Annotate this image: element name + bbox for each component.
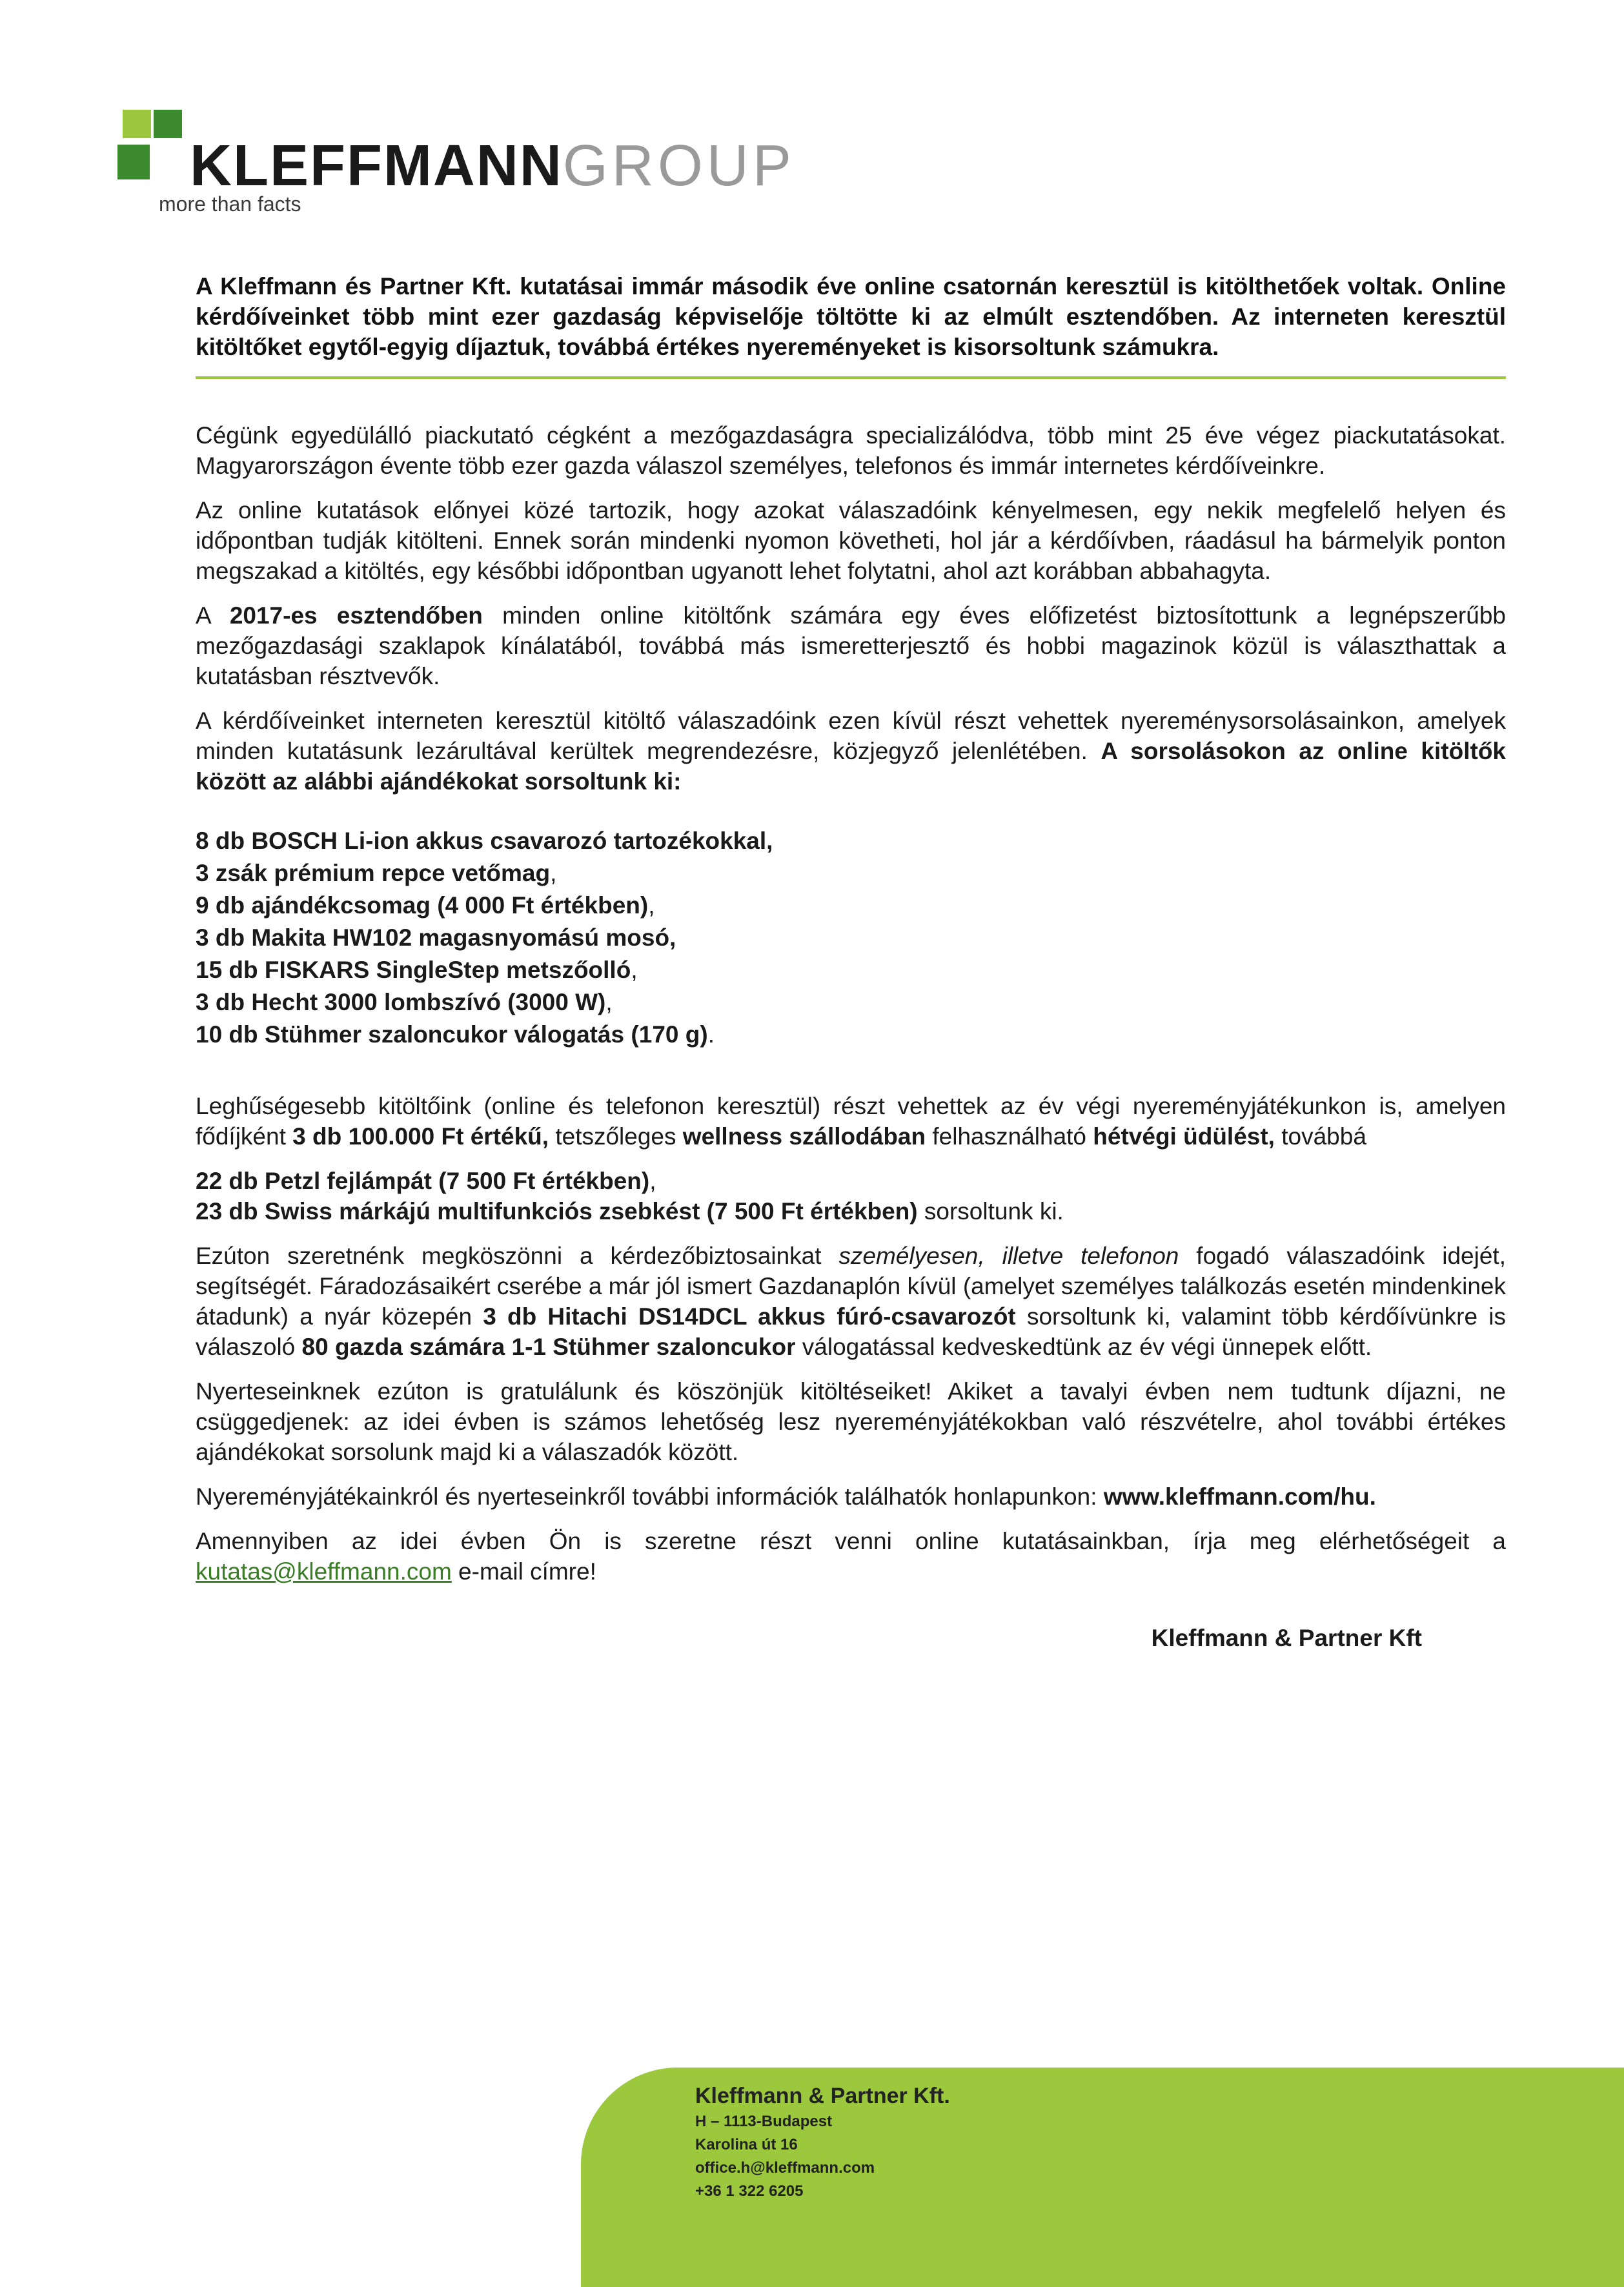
paragraph-website: Nyereményjátékainkról és nyerteseinkről további információk találhatók honlapunkon: www.kleffmann.com/hu. bbox=[196, 1483, 1376, 1510]
list-item: 9 db ajándékcsomag (4 000 Ft értékben), bbox=[196, 892, 655, 919]
list-item: 10 db Stühmer szaloncukor válogatás (170 g). bbox=[196, 1021, 715, 1048]
paragraph-year-end-draw: Leghűségesebb kitöltőink (online és telefonon keresztül) részt vehettek az év végi nyereményjátékunkon is, amelyen fődíjként 3 db 100.000 Ft értékű, tetszőleges wellness szállodában felhasználható hétvégi üdülést, továbbá bbox=[196, 1093, 1506, 1150]
paragraph-thanks: Ezúton szeretnénk megköszönni a kérdezőbiztosainkat személyesen, illetve telefonon fogadó válaszadóink idejét, segítségét. Fáradozásaikért cserébe a már jól ismert Gazdanaplón kívül (amelyet személyes találkozás esetén mindenkinek átadunk) a nyár közepén 3 db Hitachi DS14DCL akkus fúró-csavarozót sorsoltunk ki, valamint több kérdőívünkre is válaszoló 80 gazda számára 1-1 Stühmer szaloncukor válogatással kedveskedtünk az év végi ünnepek előtt. bbox=[196, 1243, 1506, 1360]
logo-word-group: GROUP bbox=[562, 134, 795, 198]
paragraph-intro: Cégünk egyedülálló piackutató cégként a mezőgazdaságra specializálódva, több mint 25 éve végez piackutatásokat. Magyarországon évente több ezer gazda válaszol személyes, telefonos és immár internetes kérdőíveinkre. bbox=[196, 422, 1506, 479]
logo-tagline: more than facts bbox=[159, 192, 301, 216]
footer-street: Karolina út 16 bbox=[695, 2136, 798, 2153]
footer-company-name: Kleffmann & Partner Kft. bbox=[695, 2084, 950, 2108]
logo-word-kleffmann: KLEFFMANN bbox=[190, 134, 563, 198]
company-logo bbox=[117, 108, 795, 218]
paragraph-contact: Amennyiben az idei évben Ön is szeretne részt venni online kutatásainkban, írja meg elérhetőségeit a kutatas@kleffmann.com e-mail címre! bbox=[196, 1528, 1506, 1585]
footer-address bbox=[695, 2082, 950, 2203]
paragraph-online-benefits: Az online kutatások előnyei közé tartozik, hogy azokat válaszadóink kényelmesen, egy nekik megfelelő helyen és időpontban tudják kitölteni. Ennek során mindenki nyomon követheti, hol jár a kérdőívben, ráadásul ha bármelyik ponton megszakad a kitöltés, egy későbbi időpontban ugyanott lehet folytatni, ahol azt korábban abbahagyta. bbox=[196, 497, 1506, 584]
footer-email: office.h@kleffmann.com bbox=[695, 2159, 875, 2177]
website-link: www.kleffmann.com/hu. bbox=[1103, 1483, 1376, 1510]
letter-body bbox=[196, 271, 1506, 1653]
email-link[interactable]: kutatas@kleffmann.com bbox=[196, 1558, 452, 1585]
divider-line bbox=[196, 376, 1506, 379]
logo-square-light-left bbox=[123, 110, 151, 138]
paragraph-subscription: A 2017-es esztendőben minden online kitöltőnk számára egy éves előfizetést biztosítottunk a legnépszerűbb mezőgazdasági szaklapok kínálatából, továbbá más ismeretterjesztő és hobbi magazinok közül is választhattak a kutatásban résztvevők. bbox=[196, 602, 1506, 689]
paragraph-congrats: Nyerteseinknek ezúton is gratulálunk és köszönjük kitöltéseiket! Akiket a tavalyi évben nem tudtunk díjazni, ne csüggedjenek: az idei évben is számos lehetőség lesz nyereményjátékokban való részvételre, ahol további értékes ajándékokat sorsolunk majd ki a válaszadók között. bbox=[196, 1378, 1506, 1465]
prize-list-2 bbox=[196, 1166, 1506, 1226]
list-item: 3 db Hecht 3000 lombszívó (3000 W), bbox=[196, 989, 613, 1015]
footer-phone: +36 1 322 6205 bbox=[695, 2182, 804, 2200]
list-item: 8 db BOSCH Li-ion akkus csavarozó tartozékokkal, bbox=[196, 828, 773, 854]
kleffmann-logo-icon bbox=[117, 108, 194, 185]
signature: Kleffmann & Partner Kft bbox=[1151, 1625, 1422, 1651]
list-item: 15 db FISKARS SingleStep metszőolló, bbox=[196, 957, 638, 983]
list-item: 3 db Makita HW102 magasnyomású mosó, bbox=[196, 924, 676, 951]
list-item: 22 db Petzl fejlámpát (7 500 Ft értékben), bbox=[196, 1168, 656, 1194]
footer-contact-panel bbox=[581, 2068, 1624, 2287]
logo-wordmark bbox=[190, 134, 795, 198]
prize-list bbox=[196, 825, 1506, 1051]
paragraph-draws: A kérdőíveinket interneten keresztül kitöltő válaszadóink ezen kívül részt vehettek nyereménysorsolásainkon, amelyek minden kutatásunk lezárultával kerültek megrendezésre, közjegyző jelenlétében. A sorsolásokon az online kitöltők között az alábbi ajándékokat sorsoltunk ki: bbox=[196, 707, 1506, 795]
list-item: 23 db Swiss márkájú multifunkciós zsebkést (7 500 Ft értékben) sorsoltunk ki. bbox=[196, 1198, 1064, 1225]
logo-square-dark-right bbox=[154, 110, 182, 138]
footer-city: H – 1113-Budapest bbox=[695, 2113, 833, 2130]
lead-paragraph: A Kleffmann és Partner Kft. kutatásai immár második éve online csatornán keresztül is kitölthetőek voltak. Online kérdőíveinket több mint ezer gazdaság képviselője töltötte ki az elmúlt esztendőben. Az interneten keresztül kitöltőket egytől-egyig díjaztuk, továbbá értékes nyereményeket is kisorsoltunk számukra. bbox=[196, 273, 1506, 360]
logo-square-dark-bottom bbox=[117, 145, 150, 179]
list-item: 3 zsák prémium repce vetőmag, bbox=[196, 860, 557, 886]
